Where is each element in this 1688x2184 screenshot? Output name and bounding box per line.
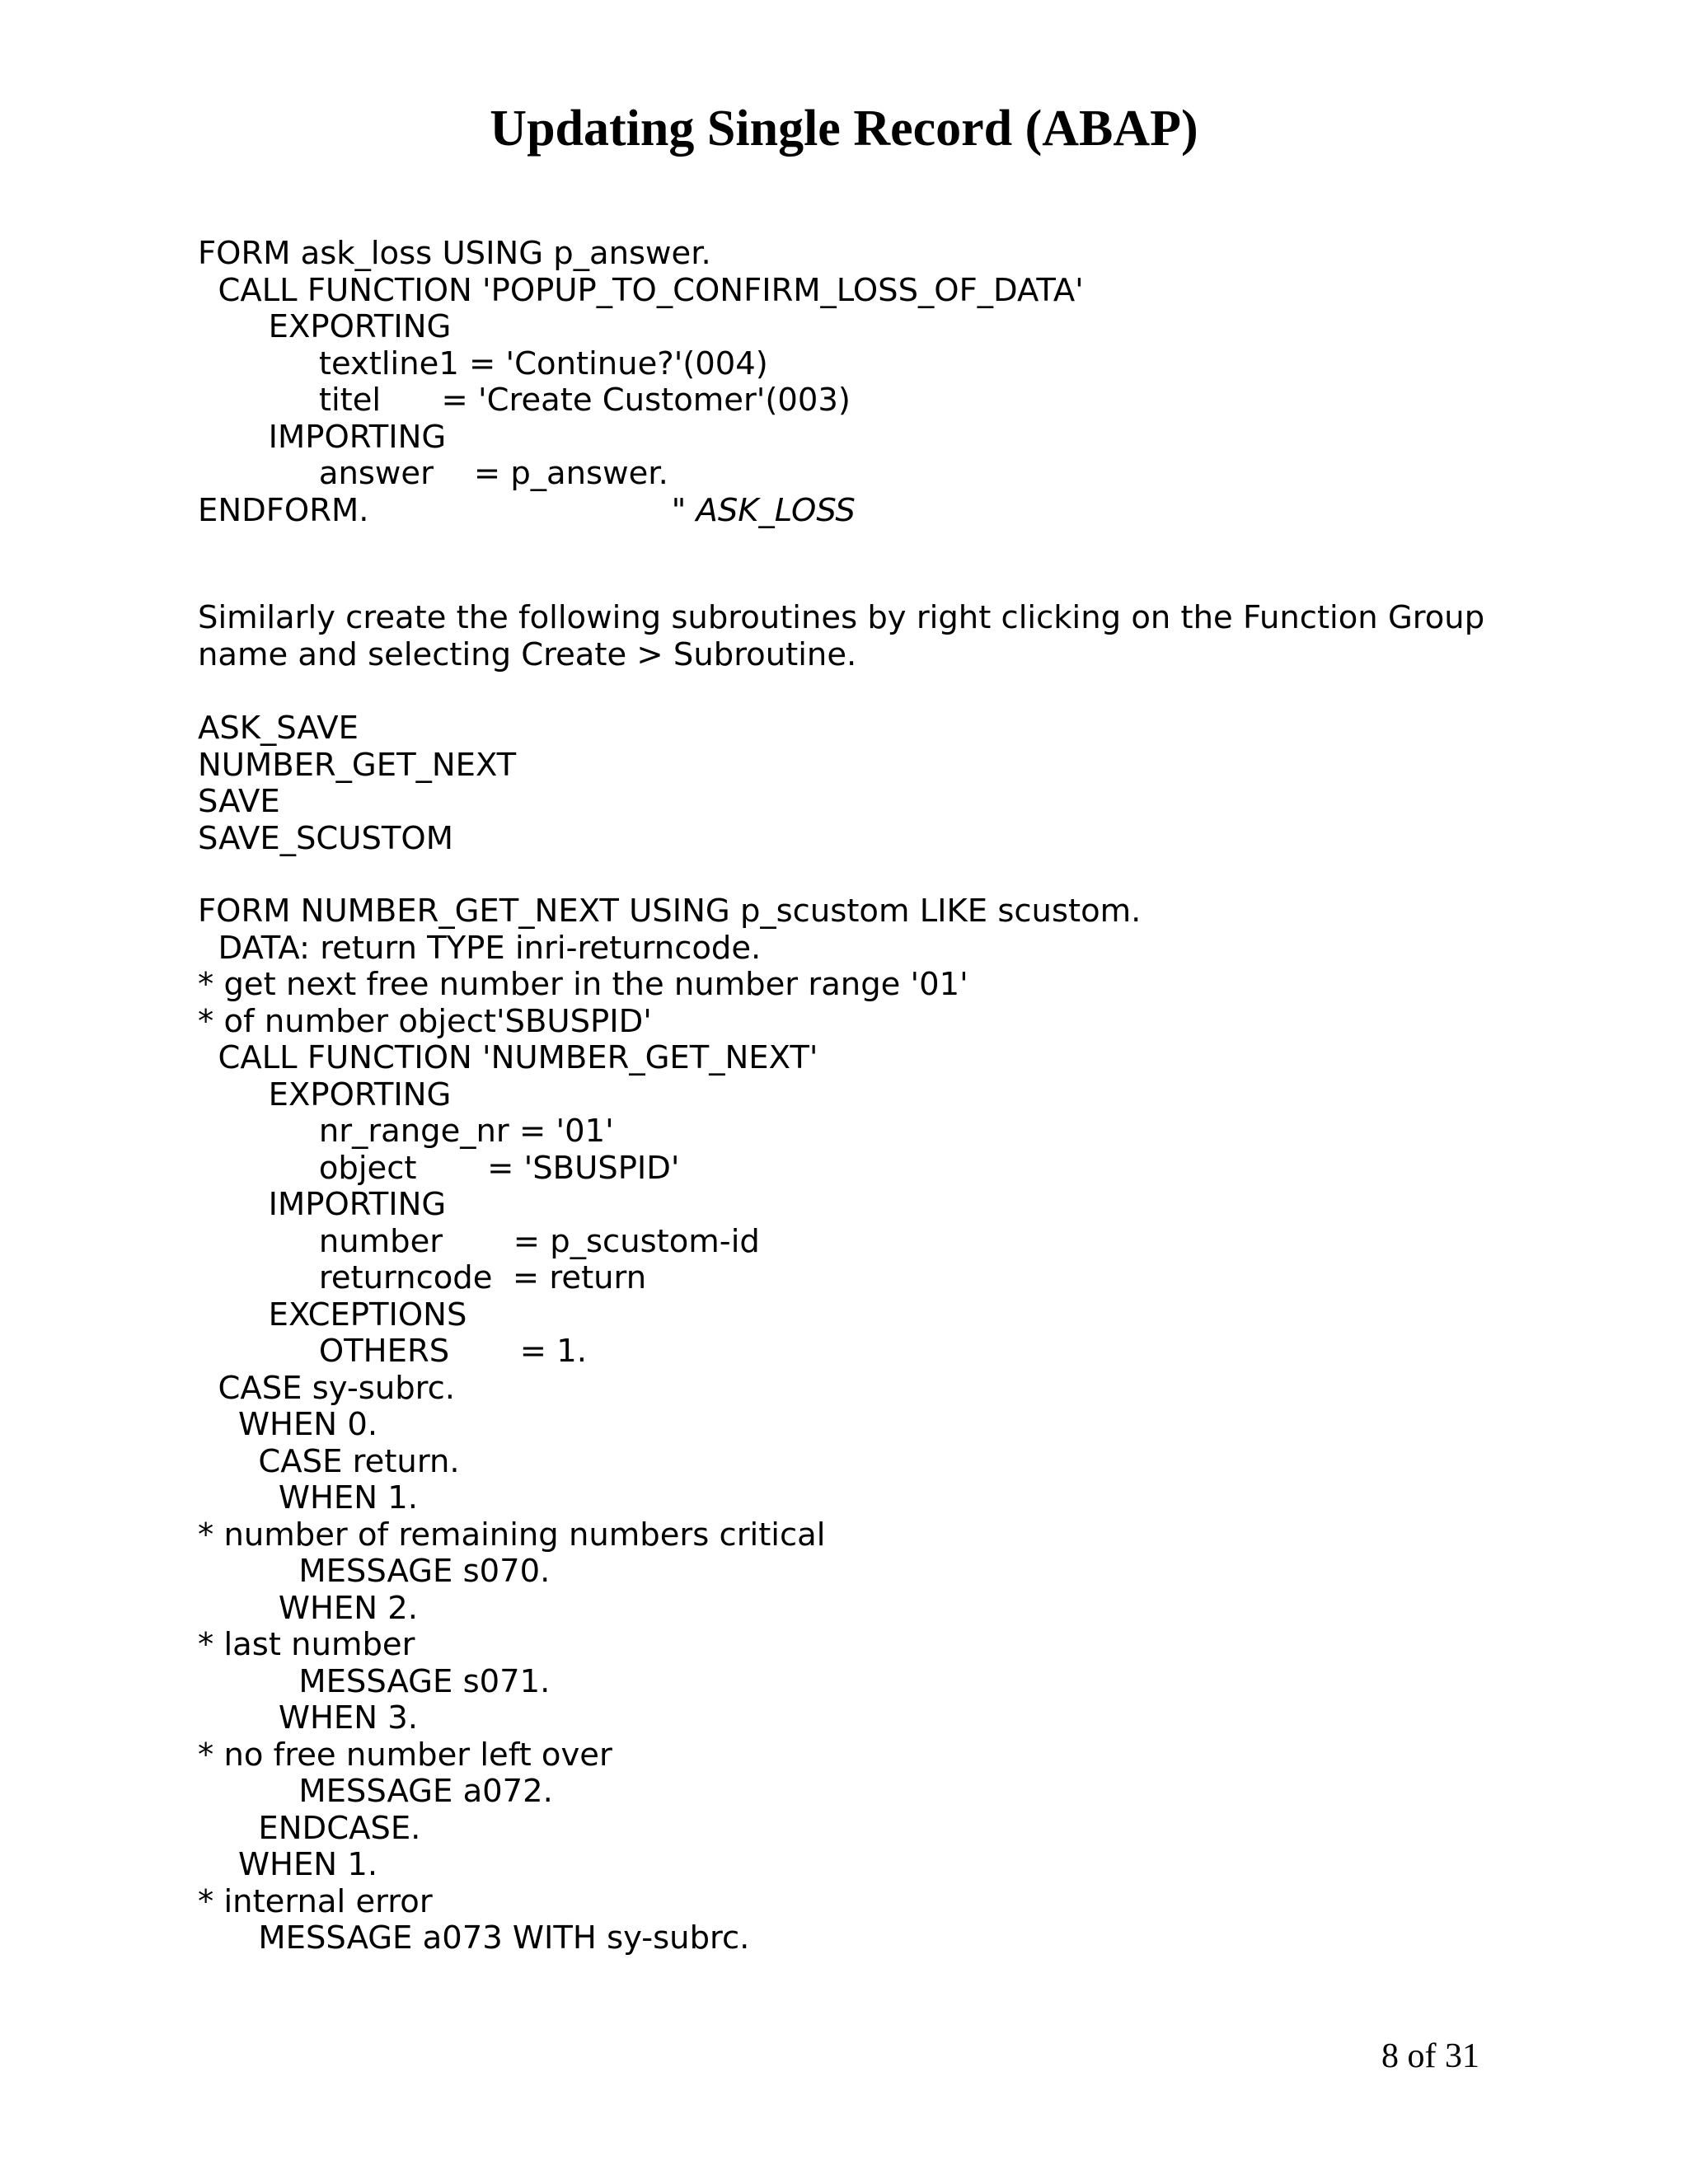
code-line: WHEN 2. <box>198 1589 419 1627</box>
subroutine-item: SAVE_SCUSTOM <box>198 819 453 857</box>
code-line: WHEN 3. <box>198 1699 419 1736</box>
code-line: number = p_scustom-id <box>198 1222 760 1260</box>
code-line: WHEN 0. <box>198 1406 378 1443</box>
page-number: 8 of 31 <box>1381 2037 1479 2075</box>
code-line: * number of remaining numbers critical <box>198 1516 826 1554</box>
code-line: MESSAGE s071. <box>198 1662 551 1700</box>
code-line: textline1 = 'Continue?'(004) <box>198 344 768 382</box>
code-line: answer = p_answer. <box>198 455 668 492</box>
code-line: DATA: return TYPE inri-returncode. <box>198 929 762 967</box>
code-block-number-get-next <box>198 893 1141 1957</box>
code-line: returncode = return <box>198 1259 647 1296</box>
code-line: EXCEPTIONS <box>198 1296 467 1333</box>
subroutine-item: SAVE <box>198 783 280 820</box>
code-line: titel = 'Create Customer'(003) <box>198 382 851 419</box>
code-line: * last number <box>198 1626 415 1663</box>
code-line: object = 'SBUSPID' <box>198 1149 680 1187</box>
code-line: MESSAGE a073 WITH sy-subrc. <box>198 1919 750 1957</box>
subroutine-list <box>198 710 516 857</box>
endform-comment: " ASK_LOSS <box>671 491 856 529</box>
code-line: CASE return. <box>198 1442 460 1480</box>
code-line: EXPORTING <box>198 1076 452 1113</box>
code-line: * get next free number in the number range '01' <box>198 966 968 1003</box>
code-line: WHEN 1. <box>198 1479 419 1516</box>
code-line: IMPORTING <box>198 1186 447 1223</box>
code-line: MESSAGE a072. <box>198 1773 553 1810</box>
code-line-endform <box>198 493 1084 530</box>
code-block-ask-loss <box>198 236 1084 529</box>
endform-keyword: ENDFORM. <box>198 491 672 529</box>
code-line: * no free number left over <box>198 1736 612 1774</box>
instruction-paragraph <box>198 600 1484 673</box>
code-line: CALL FUNCTION 'POPUP_TO_CONFIRM_LOSS_OF_DATA' <box>198 271 1084 309</box>
code-line: FORM ask_loss USING p_answer. <box>198 235 711 272</box>
paragraph-line: Similarly create the following subroutines by right clicking on the Function Group <box>198 599 1485 636</box>
code-line: ENDCASE. <box>198 1809 421 1847</box>
code-line: WHEN 1. <box>198 1846 378 1883</box>
code-line: OTHERS = 1. <box>198 1333 588 1370</box>
code-line: EXPORTING <box>198 308 452 345</box>
code-line: CASE sy-subrc. <box>198 1369 456 1407</box>
page-title: Updating Single Record (ABAP) <box>490 101 1198 157</box>
code-line: CALL FUNCTION 'NUMBER_GET_NEXT' <box>198 1039 818 1076</box>
subroutine-item: NUMBER_GET_NEXT <box>198 746 517 784</box>
paragraph-line: name and selecting Create > Subroutine. <box>198 635 857 673</box>
subroutine-item: ASK_SAVE <box>198 710 359 747</box>
code-line: * internal error <box>198 1882 433 1920</box>
code-line: FORM NUMBER_GET_NEXT USING p_scustom LIKE scustom. <box>198 893 1142 930</box>
code-line: IMPORTING <box>198 418 447 456</box>
code-line: nr_range_nr = '01' <box>198 1113 614 1150</box>
code-line: MESSAGE s070. <box>198 1553 551 1590</box>
code-line: * of number object'SBUSPID' <box>198 1002 652 1040</box>
